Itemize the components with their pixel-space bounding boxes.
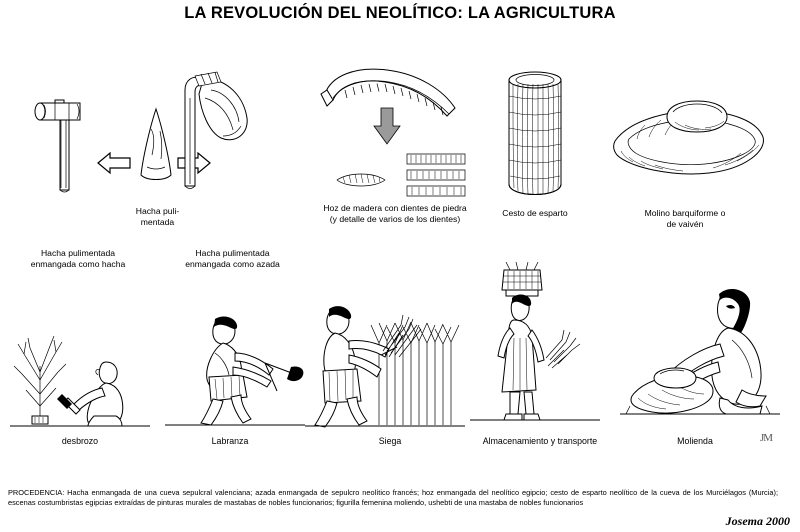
caption-line-1: Hoz de madera con dientes de piedra [323, 203, 467, 213]
caption-molino-barquiforme [610, 208, 760, 230]
caption-line-1: Cesto de esparto [502, 208, 568, 218]
caption-line-1: Hacha pulimentada [195, 248, 270, 258]
page-title: LA REVOLUCIÓN DEL NEOLÍTICO: LA AGRICULTURA [184, 4, 616, 22]
label-molienda: Molienda [677, 436, 713, 446]
scene-siega [305, 285, 465, 430]
caption-hacha-enmangada-hacha [8, 248, 148, 270]
scene-almacenamiento-transporte [470, 262, 600, 430]
figure-cesto-esparto [495, 62, 575, 202]
caption-hoz-madera [305, 203, 485, 225]
caption-line-2: enmangada como hacha [30, 259, 126, 269]
label-desbrozo: desbrozo [61, 436, 99, 446]
caption-line-1: Hacha pulimentada [40, 248, 116, 258]
caption-hacha-pulimentada [115, 206, 200, 228]
caption-line-1: Molino barquiforme o [644, 208, 726, 218]
figure-hoz-madera [315, 60, 475, 205]
arrow-left-icon [96, 148, 136, 178]
figure-hacha-enmangada-azada [165, 58, 285, 203]
caption-line-2: (y detalle de varios de los dientes) [329, 214, 461, 224]
scene-molienda [620, 278, 780, 430]
caption-cesto-esparto [480, 208, 590, 219]
caption-line-1: Hacha puli- [135, 206, 180, 216]
label-almacenamiento-transporte: Almacenamiento y transporte [482, 436, 598, 446]
scene-labranza [165, 305, 305, 430]
artist-monogram: JM [759, 432, 772, 444]
caption-line-2: de vaivén [666, 219, 704, 229]
caption-line-2: enmangada como azada [185, 259, 280, 269]
figure-molino-barquiforme [605, 95, 770, 185]
artist-signature: Josema 2000 [725, 514, 790, 528]
label-labranza: Labranza [211, 436, 249, 446]
figure-hacha-enmangada-hacha [20, 70, 135, 200]
provenance-note: PROCEDENCIA: Hacha enmangada de una cueva sepulcral valenciana; azada enmangada de sepulcro neolítico francés; hoz enmangada del neolítico egipcio; cesto de esparto neolítico de la cueva de los Murciélagos (Murcia); escenas costumbristas egipcias extraídas de pinturas murales de mastabas de nobles funcionarios; figurilla femenina moliendo, ushebti de una mastaba de nobles funcionarios [8, 488, 778, 507]
scene-desbrozo [10, 320, 150, 430]
caption-hacha-enmangada-azada [160, 248, 305, 270]
caption-line-2: mentada [140, 217, 175, 227]
label-siega: Siega [378, 436, 402, 446]
